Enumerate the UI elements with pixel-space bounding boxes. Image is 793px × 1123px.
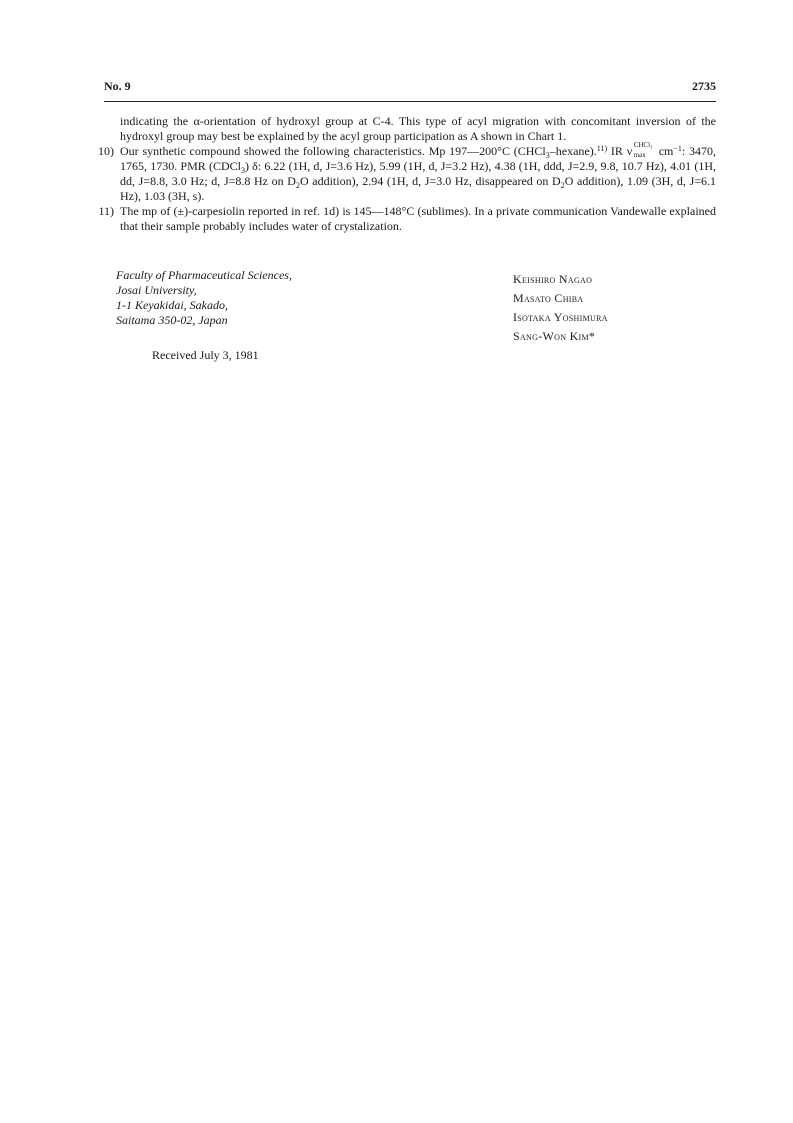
affiliation-line: Josai University, (116, 283, 197, 297)
author-name: Sang-Won Kim* (513, 329, 596, 343)
footnote-text: Our synthetic compound showed the following characteristics. Mp 197—200°C (CHCl$_3$–hexane).$^{11)}$ IR ν CHCl₃ max $cm^{-1}$: 3470, 1765, 1730. PMR (CDCl$_3$) δ: 6.22 (1H, d, J=3.6 Hz), 5.99 (1H, d, J=3.2 Hz), 4.38 (1H, ddd, J=2.9, 9.8, 10.7 Hz), 4.01 (1H, dd, J=8.8, 3.0 Hz; d, J=8.8 Hz on $D_2O$ addition), 2.94 (1H, d, J=3.0 Hz, disappeared on $D_2O$ addition), 1.09 (3H, d, J=6.1 Hz), 1.03 (3H, s). (120, 141, 717, 203)
footnote-11 (84, 204, 716, 234)
author-name: Isotaka Yoshimura (513, 310, 608, 324)
footnote-10 (84, 141, 717, 204)
continuation-text: indicating the α-orientation of hydroxyl group at C-4. This type of acyl migration with concomitant inversion of the hydroxyl group may best be explained by the acyl group participation as A shown in Chart 1. (120, 114, 716, 143)
author-name: Keishiro Nagao (513, 272, 593, 286)
author-list (513, 270, 733, 346)
footnote-label: 11) (98, 204, 114, 218)
header-rule (104, 101, 716, 102)
affiliation-line: Faculty of Pharmaceutical Sciences, (116, 268, 292, 282)
page-number: 2735 (692, 79, 716, 93)
author-name: Masato Chiba (513, 291, 584, 305)
affiliation-block (116, 268, 416, 328)
affiliation-line: Saitama 350-02, Japan (116, 313, 228, 327)
nu-max-symbol: ν CHCl₃ max (626, 141, 653, 159)
affiliation-line: 1-1 Keyakidai, Sakado, (116, 298, 228, 312)
footnotes (84, 114, 716, 234)
received-date: Received July 3, 1981 (152, 348, 259, 362)
footnote-label: 10) (98, 144, 114, 158)
footnote-continuation (84, 114, 716, 144)
issue-number: No. 9 (104, 79, 131, 93)
footnote-text: The mp of (±)-carpesiolin reported in ref. 1d) is 145—148°C (sublimes). In a private communication Vandewalle explained that their sample probably includes water of crystalization. (120, 204, 716, 233)
running-header (104, 79, 716, 99)
